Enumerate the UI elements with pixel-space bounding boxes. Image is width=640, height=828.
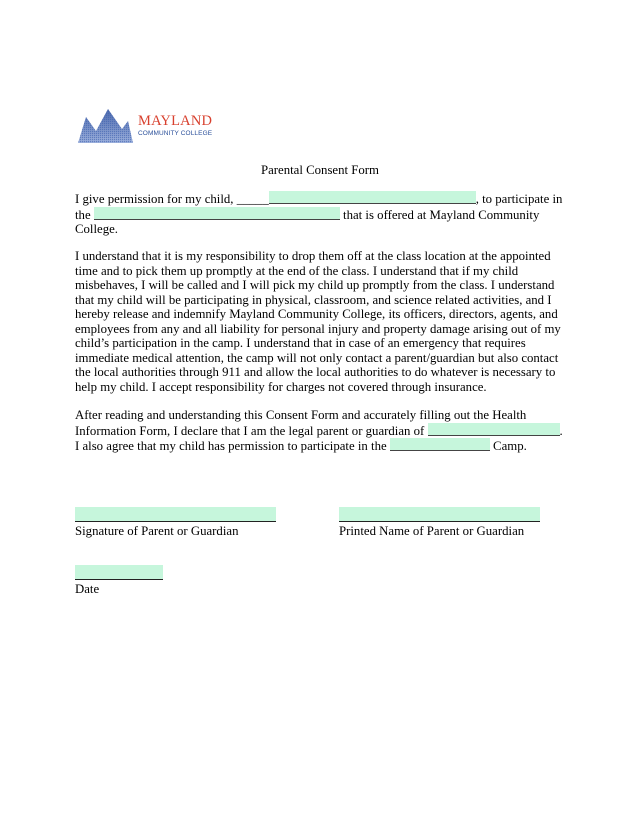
printed-name-field[interactable]	[339, 507, 540, 522]
date-field[interactable]	[75, 565, 163, 580]
permission-text-2: , to participate in the	[75, 192, 563, 222]
declaration-text-2: . I also agree that my child has permission to participate in the	[75, 423, 563, 453]
form-title: Parental Consent Form	[260, 163, 379, 177]
printed-name-block	[339, 507, 540, 539]
permission-paragraph	[75, 191, 565, 237]
mayland-logo	[76, 107, 216, 147]
blank-prefix: _____	[236, 192, 269, 206]
declaration-paragraph	[75, 408, 565, 454]
date-label: Date	[75, 582, 100, 596]
guardian-of-field[interactable]	[428, 423, 560, 436]
date-block	[75, 565, 163, 597]
mayland-mountain-icon	[76, 107, 134, 145]
declaration-text-1: After reading and understanding this Consent Form and accurately filling out the Health Information Form, I declare that I am the legal parent or guardian of	[75, 408, 527, 438]
printed-name-label: Printed Name of Parent or Guardian	[339, 524, 525, 538]
parent-signature-field[interactable]	[75, 507, 276, 522]
logo-name: MAYLAND	[138, 113, 213, 129]
program-name-field[interactable]	[94, 207, 340, 220]
permission-text-3: that is offered at Mayland Community College.	[75, 207, 540, 236]
parent-signature-block	[75, 507, 276, 539]
declaration-text-3: Camp.	[489, 439, 527, 453]
permission-text-1: I give permission for my child,	[75, 192, 237, 206]
child-name-field[interactable]	[269, 191, 476, 204]
parent-signature-label: Signature of Parent or Guardian	[75, 524, 239, 538]
responsibility-paragraph: I understand that it is my responsibility to drop them off at the class location at the appointed time and to pick them up promptly at the end of the class. I understand that if my child misbehaves, I will be called and I will pick my child up promptly from the class. I understand that my child will be participating in physical, classroom, and science related activities, and I hereby release and indemnify Mayland Community College, its officers, directors, agents, and employees from any and all liability for personal injury and property damage arising out of my child’s participation in the camp. I understand that in case of an emergency that requires immediate medical attention, the camp will not only contact a parent/guardian but also contact the local authorities through 911 and allow the local authorities to do whatever is necessary to help my child. I accept responsibility for charges not covered through insurance.	[75, 249, 561, 394]
camp-name-field[interactable]	[390, 438, 490, 451]
logo-subtitle: COMMUNITY COLLEGE	[138, 130, 213, 137]
